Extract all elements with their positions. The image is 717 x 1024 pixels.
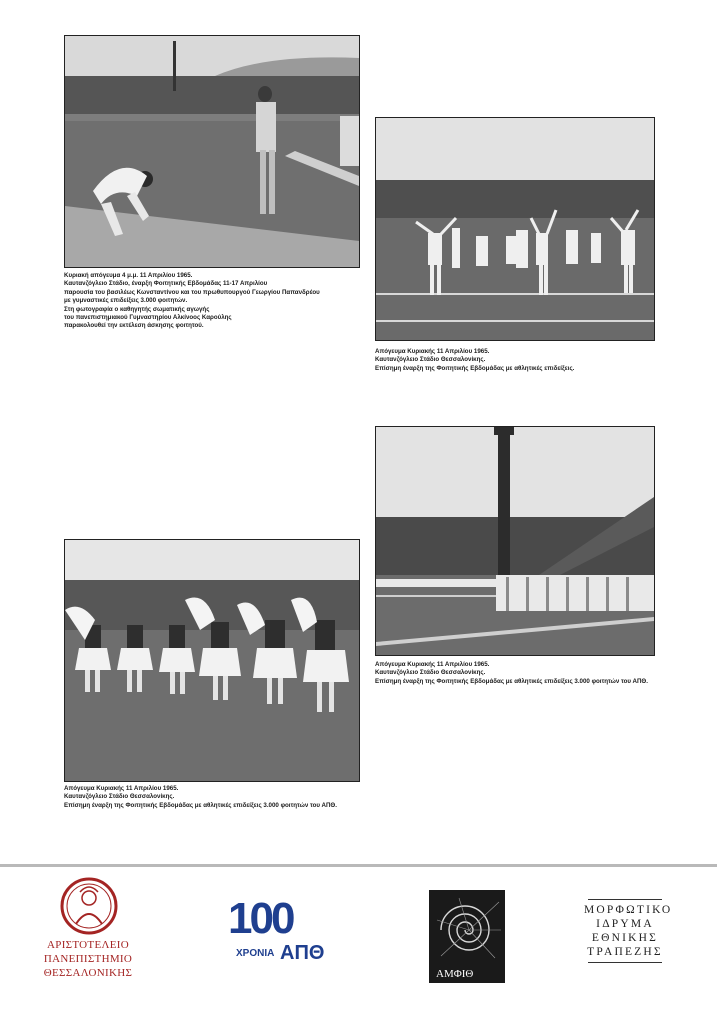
caption-line: Απόγευμα Κυριακής 11 Απριλίου 1965.: [64, 785, 179, 792]
caption-line: του πανεπιστημιακού Γυμναστηρίου Αλκίνοος Καρούλης: [64, 314, 232, 322]
auth-logo-text: [37, 938, 139, 980]
caption-line: Επίσημη έναρξη της Φοιτητικής Εβδομάδας με αθλητικές επιδείξεις 3.000 φοιτητών του ΑΠΘ.: [64, 801, 337, 809]
mite-line: ΕΘΝΙΚΗΣ: [591, 932, 659, 944]
caption-line: Καυτανζόγλειο Στάδιο Θεσσαλονίκης.: [64, 793, 175, 801]
amfith-text: ΑΜΦΙΘ: [436, 968, 474, 980]
photo1-caption: [64, 272, 320, 331]
footer-divider: [0, 864, 717, 867]
photo-traditional-dancers: [64, 539, 360, 782]
caption-line: Καυτανζόγλειο Στάδιο Θεσσαλονίκης.: [375, 669, 486, 677]
centenary-word-years: ΧΡΟΝΙΑ: [236, 948, 275, 959]
auth-line: ΘΕΣΣΑΛΟΝΙΚΗΣ: [43, 967, 133, 979]
caption-line: Απόγευμα Κυριακής 11 Απριλίου 1965.: [375, 348, 490, 355]
photo3-caption: [375, 661, 648, 686]
caption-line: Καυτανζόγλειο Στάδιο Θεσσαλονίκης.: [375, 356, 486, 364]
photo-stadium-parade: [375, 426, 655, 656]
caption-line: Απόγευμα Κυριακής 11 Απριλίου 1965.: [375, 661, 490, 668]
caption-line: Επίσημη έναρξη της Φοιτητικής Εβδομάδας με αθλητικές επιδείξεις.: [375, 364, 575, 372]
caption-line: παρουσία του βασιλέως Κωνσταντίνου και του πρωθυπουργού Γεωργίου Παπανδρέου: [64, 288, 320, 296]
mite-line: ΜΟΡΦΩΤΙΚΟ: [584, 904, 673, 916]
mite-bottom-rule: [588, 962, 662, 963]
caption-line: Στη φωτογραφία ο καθηγητής σωματικής αγωγής: [64, 305, 210, 313]
centenary-number: 100: [228, 894, 293, 943]
caption-line: Κυριακή απόγευμα 4 μ.μ. 11 Απριλίου 1965.: [64, 272, 193, 279]
photo2-caption: [375, 348, 574, 373]
caption-line: με γυμναστικές επιδείξεις 3.000 φοιτητών.: [64, 297, 188, 305]
caption-line: Καυτανζόγλειο Στάδιο, έναρξη Φοιτητικής Εβδομάδας 11-17 Απριλίου: [64, 280, 268, 288]
auth-line: ΑΡΙΣΤΟΤΕΛΕΙΟ: [47, 939, 129, 951]
mite-top-rule: [588, 899, 662, 900]
mite-logo-text: [584, 903, 673, 959]
centenary-word-auth: ΑΠΘ: [280, 942, 325, 963]
amfith-logo: [429, 890, 505, 983]
caption-line: Επίσημη έναρξη της Φοιτητικής Εβδομάδας με αθλητικές επιδείξεις 3.000 φοιτητών του ΑΠΘ.: [375, 677, 648, 685]
photo4-caption: [64, 785, 337, 810]
mite-line: ΤΡΑΠΕΖΗΣ: [587, 946, 663, 958]
auth-line: ΠΑΝΕΠΙΣΤΗΜΙΟ: [43, 953, 133, 965]
auth-seal-logo: [60, 876, 118, 936]
caption-line: παρακολουθεί την εκτέλεση άσκησης φοιτητού.: [64, 322, 204, 330]
mite-line: ΙΔΡΥΜΑ: [596, 918, 654, 930]
photo-gymnastics-instructor: [64, 35, 360, 268]
centenary-logo: [228, 893, 330, 963]
photo-student-exercises: [375, 117, 655, 341]
